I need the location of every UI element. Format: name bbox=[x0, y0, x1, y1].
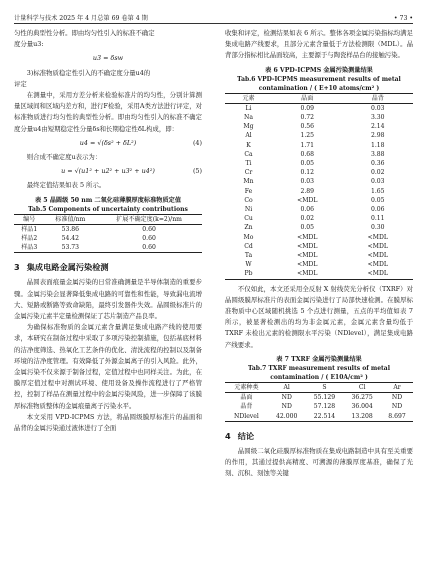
table-row bbox=[14, 224, 202, 234]
table-cell: 0.56 bbox=[300, 123, 315, 131]
table-cell: ND bbox=[391, 403, 403, 411]
table-row bbox=[225, 205, 413, 214]
table-cell: 54.42 bbox=[61, 235, 80, 243]
equation-u4-row bbox=[14, 138, 202, 149]
table-cell: 0.05 bbox=[370, 196, 385, 204]
table-cell: 55.129 bbox=[313, 394, 336, 402]
table-cell: W bbox=[245, 261, 252, 269]
table7 bbox=[225, 382, 413, 422]
table-cell: Ni bbox=[244, 206, 253, 214]
table-cell: 0.60 bbox=[142, 225, 156, 233]
table-header: 元素 bbox=[225, 93, 272, 103]
header-rule bbox=[14, 23, 413, 24]
table6 bbox=[225, 93, 413, 280]
table-row bbox=[225, 141, 413, 150]
equation-u3: u3 = δsw bbox=[92, 54, 124, 63]
section-title: 集成电路金属污染检测 bbox=[26, 262, 109, 273]
table-cell: Mn bbox=[243, 178, 254, 186]
table-cell: 1.65 bbox=[370, 187, 385, 195]
table-cell: 0.03 bbox=[370, 178, 385, 186]
table-cell: 0.68 bbox=[300, 150, 315, 158]
paragraph: 在测量中，采用方差分析来检验标准片的均匀性，分别计算测量区域间和区域内差方和，进行F检验，采用A类方法进行评定，对标准物质进行均匀性的典型性分析。即由均匀性引入的标准不确定度分量u4由短期稳定性分量δs和长期稳定性δL构成，即： bbox=[14, 91, 202, 133]
paragraph: 3)标准物质稳定性引入的不确定度分量u4的 bbox=[26, 68, 151, 77]
table-cell: <MDL bbox=[272, 269, 343, 279]
section-heading bbox=[225, 429, 413, 443]
table-cell: Pb bbox=[225, 269, 272, 279]
table-cell: 1.25 bbox=[300, 132, 315, 140]
table5-block bbox=[14, 196, 202, 254]
table-row bbox=[225, 150, 413, 159]
table6-body bbox=[225, 103, 413, 279]
table-cell: Li bbox=[245, 104, 252, 112]
table-header: 晶背 bbox=[343, 93, 414, 103]
table-cell: 42.000 bbox=[268, 412, 306, 422]
table-header: Cl bbox=[343, 382, 381, 392]
table-cell: <MDL bbox=[367, 233, 388, 241]
table-cell: 晶面 bbox=[240, 394, 253, 402]
table-cell: 2.89 bbox=[300, 187, 315, 195]
paragraph: 收集和评定，检测结果如表 6 所示。整体各项金属污染指标均满足集成电路产线要求，且部分元素含量低于方法检测限（MDL）。晶背部分指标相比晶面较高，主要源于与陶瓷样品台的接触污染。 bbox=[225, 29, 413, 60]
journal-title: 计量科学与技术 2025 年 4 月总第 69 卷第 4 期 bbox=[14, 15, 148, 22]
table-row bbox=[225, 113, 413, 122]
table-row bbox=[225, 187, 413, 196]
paragraph: 则合成不确定度u表示为： bbox=[26, 153, 102, 162]
table-cell: Ca bbox=[244, 150, 253, 158]
table-row bbox=[225, 251, 413, 260]
table-cell: 0.02 bbox=[370, 169, 385, 177]
table-cell: 0.06 bbox=[370, 206, 385, 214]
table-cell: 0.30 bbox=[370, 224, 385, 232]
table-cell: 晶背 bbox=[240, 403, 253, 411]
table-cell: 0.06 bbox=[300, 206, 315, 214]
table-cell: Na bbox=[244, 114, 253, 122]
table-row bbox=[225, 393, 413, 403]
table-row bbox=[225, 159, 413, 168]
table-cell: <MDL bbox=[367, 261, 388, 269]
left-column bbox=[14, 28, 202, 434]
table-row bbox=[225, 260, 413, 269]
table-cell: 0.03 bbox=[300, 178, 315, 186]
table-row bbox=[225, 223, 413, 232]
table-cell: Ta bbox=[244, 252, 253, 260]
table-cell: 0.72 bbox=[300, 114, 315, 122]
table-cell: 53.73 bbox=[44, 243, 96, 253]
table-cell: Co bbox=[244, 196, 253, 204]
table-row bbox=[225, 196, 413, 205]
table7-block bbox=[225, 355, 413, 422]
table-row bbox=[225, 103, 413, 113]
table-cell: 36.004 bbox=[351, 403, 373, 411]
table-cell: 8.697 bbox=[381, 412, 413, 422]
table-row bbox=[225, 402, 413, 411]
right-column bbox=[225, 28, 413, 479]
table-cell: 1.71 bbox=[300, 141, 315, 149]
paragraph: 不仅如此，本文还采用全反射 X 射线荧光分析仪（TXRF）对晶圆级膜厚标准片的表面金属污染进行了局部快速检测。在膜厚标准物质中心区域随机挑选 5 个点进行测量，五点的平均值如表 7 所示，被显著检测出的均为非金属元素，金属元素含量均低于 TXRF 未检出元素的检测限水平污染（NDlevel），满足集成电路产线要求。 bbox=[225, 284, 413, 349]
table6-caption-cn: 表 6 VPD-ICPMS 金属污染测量结果 bbox=[265, 66, 373, 74]
table-row bbox=[225, 412, 413, 422]
table-cell: 1.18 bbox=[370, 141, 385, 149]
table-row bbox=[225, 168, 413, 177]
table-cell: 0.09 bbox=[300, 104, 315, 112]
equation-u-row bbox=[14, 166, 202, 177]
table-cell: 0.36 bbox=[370, 160, 385, 168]
table-row bbox=[14, 234, 202, 243]
table-header: 元素种类 bbox=[225, 382, 268, 392]
table-header: 标准值/nm bbox=[44, 214, 96, 224]
table-cell: 0.60 bbox=[96, 243, 202, 253]
table-cell: Ti bbox=[245, 160, 252, 168]
table-cell: 0.12 bbox=[300, 169, 315, 177]
table-cell: NDlevel bbox=[225, 412, 268, 422]
table-cell: 样品2 bbox=[21, 235, 38, 243]
table-row bbox=[14, 243, 202, 253]
table-row bbox=[225, 122, 413, 131]
table-cell: K bbox=[246, 141, 251, 149]
section-number: 3 bbox=[14, 262, 20, 273]
table-cell: ND bbox=[281, 394, 292, 402]
table6-block bbox=[225, 66, 413, 280]
table-cell: Zn bbox=[244, 224, 253, 232]
table-cell: Cd bbox=[244, 242, 253, 250]
table-cell: <MDL bbox=[297, 261, 318, 269]
table-row bbox=[225, 214, 413, 223]
table-cell: <MDL bbox=[367, 242, 388, 250]
table6-caption-en: Tab.6 VPD-ICPMS measurement results of metal contamination / ( E+10 atoms/cm² ) bbox=[237, 75, 401, 92]
table-row bbox=[225, 242, 413, 251]
page-header bbox=[14, 10, 413, 22]
table7-caption-en: Tab.7 TXRF measurement results of metal contamination / ( E10A/cm² ) bbox=[248, 364, 390, 381]
table-cell: Mo bbox=[243, 233, 254, 241]
table-cell: 22.514 bbox=[306, 412, 344, 422]
table-cell: 53.86 bbox=[61, 225, 80, 233]
paragraph: 为确保标准物质的金属元素含量满足集成电路产线的使用要求，本研究在制备过程中采取了多项污染控制措施，包括基底材料的洁净度筛选、热氧化工艺条件的优化、清洗流程的控制以及制备环境的洁净度管理。有效降低了外源金属离子的引入风险。此外，金属污染不仅来源于制备过程，定值过程中也同样关注。为此，在膜厚定值过程中对测试环境、使用设备及操作流程进行了严格管控，控制了样品在测量过程中的金属污染风险，进一步保障了该膜厚标准物质整体的金属痕量离子污染水平。 bbox=[14, 323, 202, 410]
table-cell: 3.30 bbox=[370, 114, 385, 122]
table-cell: Mg bbox=[243, 123, 254, 131]
table-cell: 13.208 bbox=[343, 412, 381, 422]
equation-number: (5) bbox=[192, 167, 202, 176]
paragraph: 晶圆表面痕量金属污染的日常准确测量是半导体制造的重要步骤。金属污染会显著降低集成电路的可靠性和性能，导致漏电流增大、短路或断路等致命缺陷，最终引发器件失效。晶圆级标准片的金属污染元素半定量检测保证了芯片制造产品良率。 bbox=[14, 278, 202, 321]
table-header: 扩展不确定度(k=2)/nm bbox=[96, 214, 202, 224]
table7-body bbox=[225, 393, 413, 422]
table-cell: ND bbox=[391, 394, 403, 402]
table-cell: 2.98 bbox=[370, 132, 385, 140]
page-number: • 73 • bbox=[393, 15, 413, 22]
section-number: 4 bbox=[225, 430, 231, 441]
table-cell: 0.05 bbox=[300, 224, 315, 232]
table-cell: ND bbox=[281, 403, 292, 411]
paragraph: 度分量u3: bbox=[14, 40, 44, 49]
table-cell: Fe bbox=[244, 187, 253, 195]
table-header: 编号 bbox=[14, 214, 44, 224]
table-cell: <MDL bbox=[297, 233, 318, 241]
table-cell: 57.128 bbox=[313, 403, 336, 411]
table-cell: Al bbox=[245, 132, 252, 140]
table-cell: 0.60 bbox=[142, 235, 156, 243]
table7-caption-cn: 表 7 TXRF 金属污染测量结果 bbox=[276, 355, 362, 363]
paragraph: 评定 bbox=[14, 79, 27, 88]
table-cell: 0.05 bbox=[300, 160, 315, 168]
equation-u: u = √(u1² + u2² + u3² + u4²) bbox=[61, 167, 155, 176]
table-cell: 0.11 bbox=[370, 215, 385, 223]
equation-u4: u4 = √(δs² + δL²) bbox=[79, 138, 137, 147]
table-cell: <MDL bbox=[297, 252, 318, 260]
table-header: Ar bbox=[381, 382, 413, 392]
table-row bbox=[225, 177, 413, 186]
table-cell: 36.275 bbox=[351, 394, 373, 402]
paragraph: 匀性的典型性分析。即由均匀性引入的标准不确定 bbox=[14, 29, 155, 37]
table-header: 晶面 bbox=[272, 93, 343, 103]
table-cell: 样品3 bbox=[14, 243, 44, 253]
table-cell: <MDL bbox=[297, 196, 318, 204]
section-heading bbox=[14, 260, 202, 274]
table-cell: <MDL bbox=[343, 269, 414, 279]
paragraph: 最终定值结果如表 5 所示。 bbox=[26, 181, 106, 190]
table-cell: Cu bbox=[244, 215, 253, 223]
equation-number: (4) bbox=[192, 138, 202, 147]
table-cell: 样品1 bbox=[21, 225, 38, 233]
table-cell: <MDL bbox=[297, 242, 318, 250]
table-cell: Cr bbox=[244, 169, 253, 177]
table-row bbox=[225, 269, 413, 279]
table5-caption-en: Tab.5 Components of uncertainty contributions bbox=[28, 205, 188, 213]
paragraph: 本文采用 VPD-ICPMS 方法，将晶圆级膜厚标准片的晶面和晶背的金属污染通过液体进行了全面 bbox=[14, 412, 202, 433]
table-cell: 3.88 bbox=[370, 150, 385, 158]
table-cell: 2.14 bbox=[370, 123, 385, 131]
table-row bbox=[225, 131, 413, 140]
table5 bbox=[14, 214, 202, 254]
table-cell: <MDL bbox=[367, 252, 388, 260]
table-cell: 0.03 bbox=[370, 104, 385, 112]
table5-caption-cn: 表 5 晶圆级 50 nm 二氧化硅薄膜厚度标准物质定值 bbox=[34, 196, 182, 204]
table-cell: 0.02 bbox=[300, 215, 315, 223]
table-row bbox=[225, 233, 413, 242]
paragraph: 晶圆级二氧化硅膜厚标准物质在集成电路制造中具有至关重要的作用，其通过提供高精度、可溯源的薄膜厚度基准，确保了光刻、沉积、刻蚀等关键 bbox=[225, 446, 413, 478]
table-header: S bbox=[306, 382, 344, 392]
section-title: 结论 bbox=[237, 430, 255, 441]
table-header: Al bbox=[268, 382, 306, 392]
